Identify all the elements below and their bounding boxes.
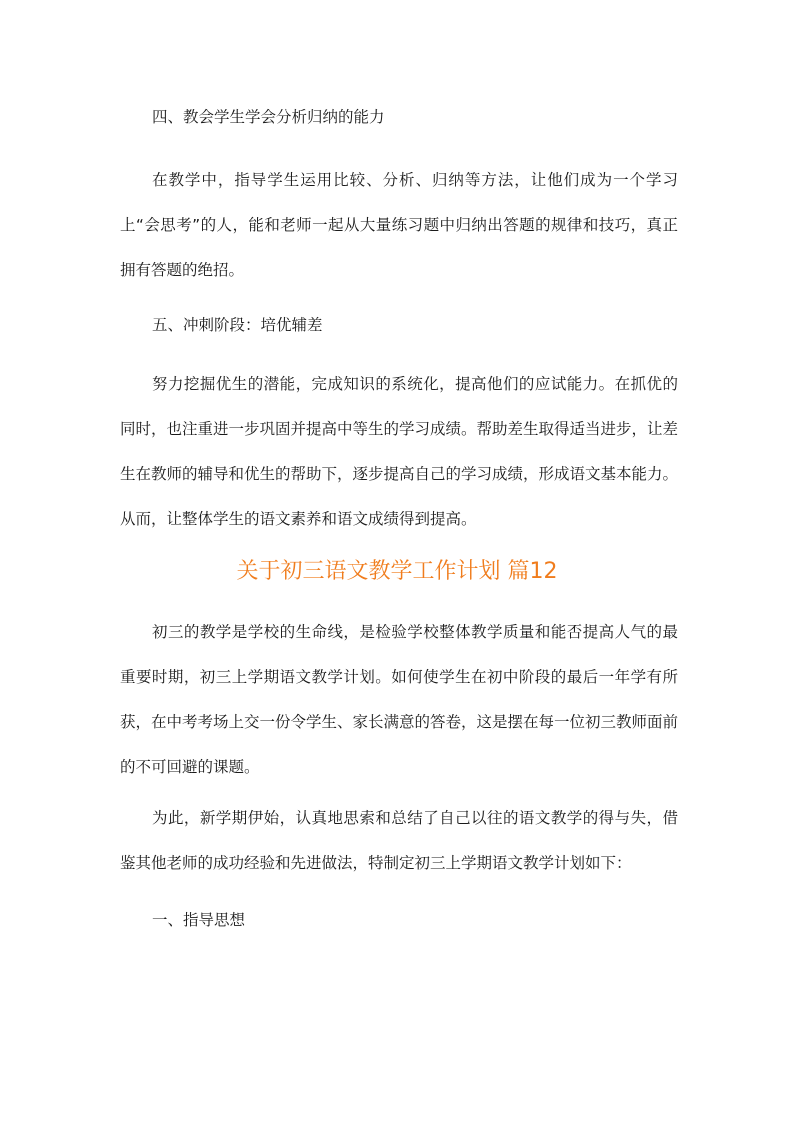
paragraph-plan: 为此，新学期伊始，认真地思索和总结了自己以往的语文教学的得与失，借鉴其他老师的成功经验和先进做法，特制定初三上学期语文教学计划如下： xyxy=(120,809,678,872)
paragraph-intro: 初三的教学是学校的生命线，是检验学校整体教学质量和能否提高人气的最重要时期，初三上学期语文教学计划。如何使学生在初中阶段的最后一年学有所获，在中考考场上交一份令学生、家长满意的答卷，这是摆在每一位初三教师面前的不可回避的课题。 xyxy=(120,623,679,776)
heading-section-four: 四、教会学生学会分析归纳的能力 xyxy=(152,108,385,126)
section-title: 关于初三语文教学工作计划 篇12 xyxy=(236,559,558,584)
paragraph-section-four: 在教学中，指导学生运用比较、分析、归纳等方法，让他们成为一个学习上“会思考”的人，能和老师一起从大量练习题中归纳出答题的规律和技巧，真正拥有答题的绝招。 xyxy=(120,171,678,279)
paragraph-section-five: 努力挖掘优生的潜能，完成知识的系统化，提高他们的应试能力。在抓优的同时，也注重进一步巩固并提高中等生的学习成绩。帮助差生取得适当进步，让差生在教师的辅导和优生的帮助下，逐步提高自己的学习成绩，形成语文基本能力。从而，让整体学生的语文素养和语文成绩得到提高。 xyxy=(120,375,679,528)
heading-section-one: 一、指导思想 xyxy=(152,911,246,929)
heading-section-five: 五、冲刺阶段：培优辅差 xyxy=(152,316,323,334)
